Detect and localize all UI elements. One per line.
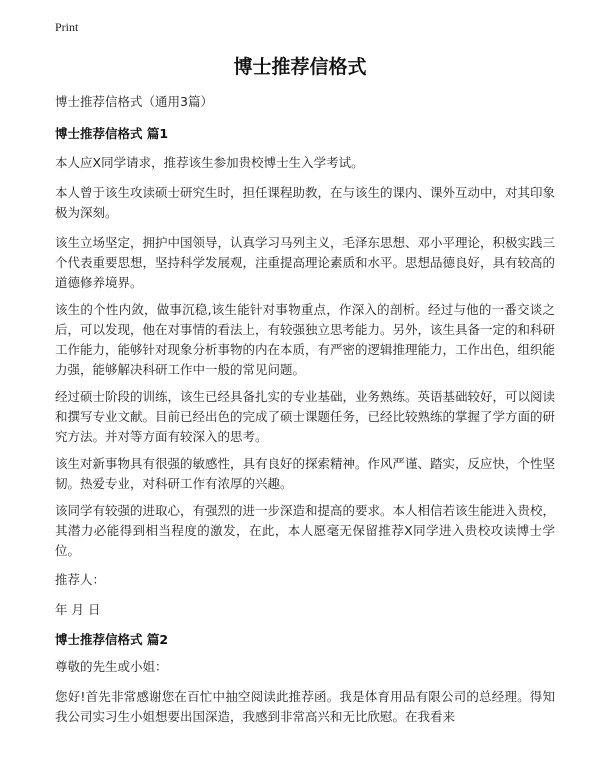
paragraph: 您好!首先非常感谢您在百忙中抽空阅读此推荐函。我是体育用品有限公司的总经理。得知我公司实习生小姐想要出国深造，我感到非常高兴和无比欣慰。在我看来 [55, 689, 555, 724]
salutation: 尊敬的先生或小姐： [55, 659, 168, 674]
paragraph: 该同学有较强的进取心，有强烈的进一步深造和提高的要求。本人相信若该生能进入贵校，其潜力必能得到相当程度的激发，在此，本人愿毫无保留推荐X同学进入贵校攻读博士学位。 [55, 503, 556, 558]
paragraph: 该生的个性内敛，做事沉稳,该生能针对事物重点，作深入的剖析。经过与他的一番交谈之后，可以发现，他在对事情的看法上，有较强独立思考能力。另外，该生具备一定的和科研工作能力，能够针对现象分析事物的内在本质，有严密的逻辑推理能力，工作出色，组织能力强，能够解决科研工作中一般的常见问题。 [55, 302, 556, 377]
section-heading-1: 博士推荐信格式 篇1 [55, 126, 169, 141]
paragraph: 该生立场坚定，拥护中国领导，认真学习马列主义，毛泽东思想、邓小平理论，积极实践三个代表重要思想，坚持科学发展观，注重提高理论素质和水平。思想品德良好，具有较高的道德修养境界。 [55, 235, 556, 290]
document-title: 博士推荐信格式 [233, 56, 367, 78]
paragraph: 本人曾于该生攻读硕士研究生时，担任课程助教，在与该生的课内、课外互动中，对其印象极为深刻。 [55, 185, 556, 220]
signature-label: 推荐人： [55, 572, 106, 587]
paragraph: 经过硕士阶段的训练，该生已经具备扎实的专业基础，业务熟练。英语基础较好，可以阅读和撰写专业文献。目前已经出色的完成了硕士课题任务，已经比较熟练的掌握了学方面的研究方法。并对等方面有较深入的思考。 [55, 389, 556, 444]
section-heading-2: 博士推荐信格式 篇2 [55, 632, 169, 647]
paragraph: 本人应X同学请求，推荐该生参加贵校博士生入学考试。 [55, 155, 364, 170]
print-link[interactable]: Print [55, 20, 79, 34]
paragraph: 该生对新事物具有很强的敏感性，具有良好的探索精神。作风严谨、踏实，反应快，个性坚韧。热爱专业，对科研工作有浓厚的兴趣。 [55, 456, 556, 491]
date-line: 年 月 日 [55, 602, 101, 617]
document-subtitle: 博士推荐信格式（通用3篇） [55, 94, 213, 109]
